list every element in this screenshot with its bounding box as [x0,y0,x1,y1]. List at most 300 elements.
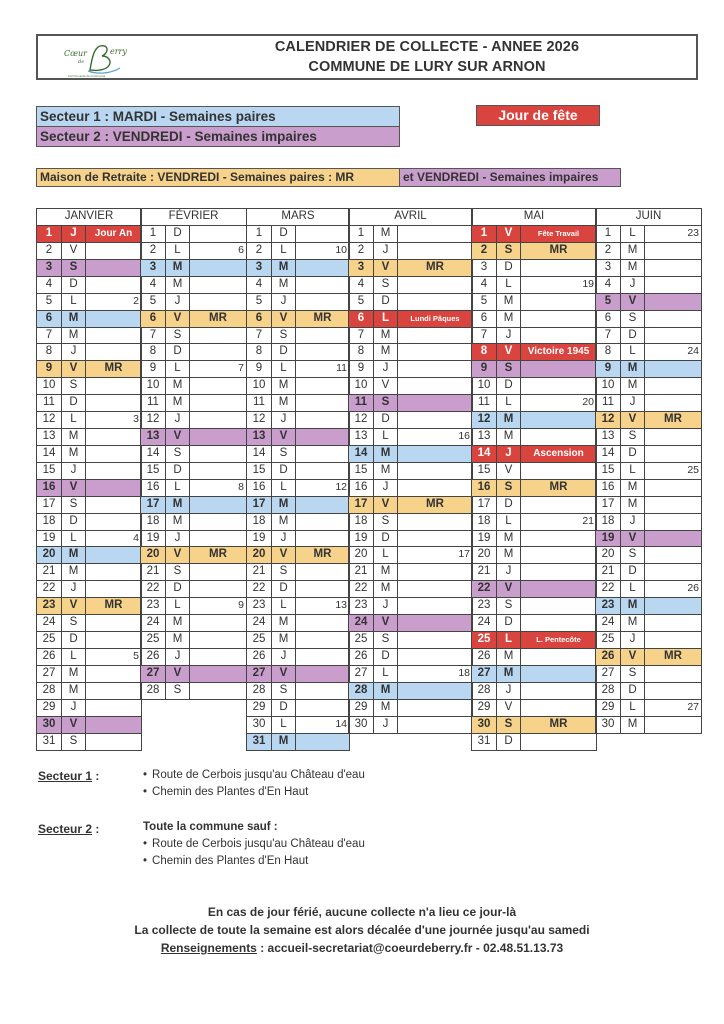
day-number: 10 [471,377,497,395]
weekday-letter: J [373,716,398,734]
weekday-letter: D [165,580,190,598]
day-number: 12 [471,411,497,429]
weekday-letter: V [373,614,398,632]
day-number: 16 [471,479,497,497]
day-note [295,513,350,531]
weekday-letter: M [271,496,296,514]
weekday-letter: V [620,293,645,311]
legend-secteur-2: Secteur 2 : VENDREDI - Semaines impaires [36,126,400,147]
day-note [644,242,702,260]
day-note [189,631,247,649]
day-note [644,310,702,328]
day-number: 29 [348,699,374,717]
weekday-letter: J [271,648,296,666]
weekday-letter: V [373,259,398,277]
day-number: 11 [595,394,621,412]
weekday-letter: S [61,496,86,514]
weekday-letter: J [373,360,398,378]
day-note [520,614,597,632]
month-header: MAI [471,208,597,226]
weekday-letter: M [373,699,398,717]
weekday-letter: S [61,259,86,277]
day-number: 2 [471,242,497,260]
day-number: 25 [595,631,621,649]
weekday-letter: S [61,733,86,751]
day-note [520,546,597,564]
day-number: 12 [140,411,166,429]
weekday-letter: J [496,327,521,345]
day-note [520,496,597,514]
weekday-letter: L [61,293,86,311]
week-number: 13 [295,597,350,615]
day-note [85,563,142,581]
weekday-letter: L [496,631,521,649]
day-number: 22 [595,580,621,598]
weekday-letter: J [271,530,296,548]
day-number: 14 [348,445,374,463]
weekday-letter: S [496,597,521,615]
day-number: 28 [140,682,166,700]
day-number: 28 [348,682,374,700]
weekday-letter: V [165,546,190,564]
day-number: 14 [36,445,62,463]
day-number: 8 [348,343,374,361]
day-note [295,563,350,581]
weekday-letter: J [165,530,190,548]
weekday-letter: S [496,716,521,734]
weekday-letter: V [373,377,398,395]
day-number: 19 [348,530,374,548]
weekday-letter: L [373,310,398,328]
weekday-letter: V [271,546,296,564]
weekday-letter: L [620,343,645,361]
day-number: 20 [36,546,62,564]
week-number: 5 [85,648,142,666]
day-note [644,496,702,514]
weekday-letter: S [373,394,398,412]
day-note [520,327,597,345]
month-header: JANVIER [36,208,142,226]
legend-maison-retraite: Maison de Retraite : VENDREDI - Semaines paires : MR [36,168,400,187]
day-note [189,411,247,429]
day-note [644,597,702,615]
weekday-letter: V [165,310,190,328]
day-number: 23 [246,597,272,615]
day-note [189,259,247,277]
day-note [295,293,350,311]
svg-text:erry: erry [110,47,127,56]
day-note [295,530,350,548]
day-number: 4 [471,276,497,294]
day-number: 13 [471,428,497,446]
day-note [520,310,597,328]
day-note [397,631,473,649]
day-number: 29 [471,699,497,717]
day-number: 30 [595,716,621,734]
weekday-letter: V [61,479,86,497]
weekday-letter: D [496,614,521,632]
day-number: 5 [595,293,621,311]
weekday-letter: D [373,293,398,311]
day-note [644,665,702,683]
day-note [397,716,473,734]
weekday-letter: S [271,445,296,463]
weekday-letter: M [165,513,190,531]
day-number: 1 [36,225,62,243]
day-number: 19 [36,530,62,548]
weekday-letter: S [165,682,190,700]
weekday-letter: M [271,259,296,277]
day-number: 23 [595,597,621,615]
day-note [644,259,702,277]
day-note [520,699,597,717]
day-number: 4 [246,276,272,294]
secteur-2-colon: : [92,822,100,836]
week-number: 14 [295,716,350,734]
day-number: 15 [471,462,497,480]
day-note [520,411,597,429]
weekday-letter: D [165,462,190,480]
day-number: 8 [36,343,62,361]
holiday-label: Fête Travail [520,225,597,243]
weekday-letter: V [271,310,296,328]
day-note [189,530,247,548]
day-number: 11 [348,394,374,412]
day-note [85,716,142,734]
weekday-letter: S [165,327,190,345]
day-note [189,225,247,243]
day-number: 31 [36,733,62,751]
day-note [397,513,473,531]
weekday-letter: L [373,428,398,446]
week-number: 23 [644,225,702,243]
weekday-letter: S [165,445,190,463]
day-note [397,377,473,395]
weekday-letter: J [61,343,86,361]
day-note [397,394,473,412]
weekday-letter: D [61,513,86,531]
day-note [520,293,597,311]
day-note [189,614,247,632]
weekday-letter: V [496,225,521,243]
day-note [644,513,702,531]
weekday-letter: M [620,597,645,615]
day-number: 7 [36,327,62,345]
weekday-letter: M [373,563,398,581]
weekday-letter: L [165,360,190,378]
weekday-letter: V [496,699,521,717]
weekday-letter: M [165,394,190,412]
day-note [644,682,702,700]
day-note [397,563,473,581]
day-number: 19 [471,530,497,548]
day-number: 6 [595,310,621,328]
day-number: 13 [36,428,62,446]
day-number: 11 [246,394,272,412]
day-number: 28 [246,682,272,700]
day-number: 19 [140,530,166,548]
day-note [644,530,702,548]
weekday-letter: D [271,225,296,243]
secteur-2-street: • Route de Cerbois jusqu'au Château d'eau [143,836,365,853]
day-note [520,259,597,277]
weekday-letter: L [61,411,86,429]
holiday-label: Jour An [85,225,142,243]
day-number: 7 [595,327,621,345]
weekday-letter: S [271,563,296,581]
weekday-letter: M [61,682,86,700]
secteur-2-street: • Chemin des Plantes d'En Haut [143,853,365,870]
weekday-letter: J [165,293,190,311]
day-note [295,276,350,294]
day-note [189,513,247,531]
day-note [85,310,142,328]
weekday-letter: S [620,665,645,683]
mr-label: MR [85,597,142,615]
day-number: 24 [348,614,374,632]
weekday-letter: D [165,343,190,361]
day-number: 18 [348,513,374,531]
day-number: 20 [471,546,497,564]
coeur-de-berry-logo [54,40,154,78]
day-number: 17 [348,496,374,514]
day-number: 23 [471,597,497,615]
day-note [644,276,702,294]
weekday-letter: J [620,394,645,412]
weekday-letter: D [373,411,398,429]
day-note [520,462,597,480]
day-number: 17 [246,496,272,514]
day-number: 4 [36,276,62,294]
day-note [644,293,702,311]
day-number: 27 [595,665,621,683]
weekday-letter: M [496,530,521,548]
day-number: 26 [595,648,621,666]
day-number: 13 [140,428,166,446]
day-number: 10 [140,377,166,395]
day-number: 15 [36,462,62,480]
day-number: 17 [140,496,166,514]
day-number: 10 [36,377,62,395]
weekday-letter: J [165,648,190,666]
day-note [85,428,142,446]
weekday-letter: M [620,259,645,277]
day-number: 22 [36,580,62,598]
weekday-letter: V [61,360,86,378]
day-number: 13 [595,428,621,446]
weekday-letter: D [61,276,86,294]
weekday-letter: M [165,631,190,649]
day-number: 1 [348,225,374,243]
day-number: 3 [36,259,62,277]
weekday-letter: M [496,648,521,666]
weekday-letter: J [61,225,86,243]
day-note [644,614,702,632]
day-number: 16 [36,479,62,497]
week-number: 3 [85,411,142,429]
day-number: 8 [471,343,497,361]
weekday-letter: V [496,462,521,480]
day-note [397,479,473,497]
weekday-letter: M [271,614,296,632]
weekday-letter: L [496,276,521,294]
title-line-1: CALENDRIER DE COLLECTE - ANNEE 2026 [274,39,580,55]
weekday-letter: S [165,563,190,581]
weekday-letter: V [271,665,296,683]
day-note [189,428,247,446]
weekday-letter: J [271,293,296,311]
mr-label: MR [189,546,247,564]
day-number: 24 [36,614,62,632]
day-number: 27 [36,665,62,683]
weekday-letter: D [620,563,645,581]
day-note [397,699,473,717]
weekday-letter: V [165,665,190,683]
weekday-letter: V [271,428,296,446]
day-note [644,360,702,378]
weekday-letter: L [165,242,190,260]
week-number: 24 [644,343,702,361]
day-note [295,614,350,632]
weekday-letter: M [496,665,521,683]
day-number: 11 [471,394,497,412]
day-note [520,580,597,598]
contact-text: : accueil-secretariat@coeurdeberry.fr - 02.48.51.13.73 [256,941,564,955]
week-number: 25 [644,462,702,480]
day-number: 6 [36,310,62,328]
weekday-letter: M [271,631,296,649]
day-note [85,733,142,751]
day-number: 30 [348,716,374,734]
day-note [85,699,142,717]
day-number: 18 [36,513,62,531]
day-number: 10 [595,377,621,395]
day-note [520,682,597,700]
day-number: 20 [246,546,272,564]
footer-contact [0,941,724,955]
weekday-letter: M [620,360,645,378]
day-note [397,614,473,632]
secteur-1-label [38,769,99,783]
day-number: 20 [348,546,374,564]
day-number: 2 [595,242,621,260]
weekday-letter: L [620,225,645,243]
weekday-letter: D [620,682,645,700]
week-number: 21 [520,513,597,531]
day-note [520,530,597,548]
day-note [295,462,350,480]
day-number: 7 [140,327,166,345]
day-number: 26 [471,648,497,666]
weekday-letter: M [620,716,645,734]
weekday-letter: S [373,631,398,649]
day-number: 12 [595,411,621,429]
weekday-letter: D [496,259,521,277]
day-number: 5 [471,293,497,311]
weekday-letter: D [61,631,86,649]
weekday-letter: J [496,563,521,581]
weekday-letter: S [271,327,296,345]
weekday-letter: M [373,580,398,598]
day-note [644,445,702,463]
mr-label: MR [520,479,597,497]
mr-label: MR [295,310,350,328]
weekday-letter: J [373,597,398,615]
weekday-letter: M [373,343,398,361]
day-number: 27 [246,665,272,683]
day-number: 15 [595,462,621,480]
day-number: 1 [246,225,272,243]
weekday-letter: M [496,428,521,446]
weekday-letter: L [61,530,86,548]
weekday-letter: M [373,327,398,345]
day-note [85,276,142,294]
weekday-letter: M [271,733,296,751]
day-number: 1 [471,225,497,243]
mr-label: MR [295,546,350,564]
holiday-label: Victoire 1945 [520,343,597,361]
day-number: 6 [246,310,272,328]
day-note [397,242,473,260]
day-number: 5 [140,293,166,311]
day-note [85,631,142,649]
day-number: 25 [348,631,374,649]
day-number: 28 [595,682,621,700]
day-note [295,394,350,412]
day-note [85,377,142,395]
weekday-letter: D [620,445,645,463]
day-number: 6 [471,310,497,328]
day-number: 4 [140,276,166,294]
weekday-letter: L [271,242,296,260]
day-note [295,733,350,751]
day-note [295,682,350,700]
day-number: 18 [471,513,497,531]
weekday-letter: D [61,394,86,412]
weekday-letter: M [165,276,190,294]
weekday-letter: M [496,546,521,564]
day-note [189,665,247,683]
day-note [397,530,473,548]
day-number: 12 [36,411,62,429]
day-number: 21 [471,563,497,581]
weekday-letter: V [61,716,86,734]
weekday-letter: M [271,394,296,412]
svg-text:Cœur: Cœur [64,49,88,58]
weekday-letter: M [271,513,296,531]
weekday-letter: L [496,513,521,531]
day-note [397,327,473,345]
weekday-letter: L [373,665,398,683]
day-number: 19 [246,530,272,548]
footer-line-1: En cas de jour férié, aucune collecte n'a lieu ce jour-là [207,905,517,919]
day-note [397,225,473,243]
day-number: 2 [140,242,166,260]
day-number: 13 [246,428,272,446]
week-number: 20 [520,394,597,412]
day-number: 15 [140,462,166,480]
week-number: 16 [397,428,473,446]
weekday-letter: M [61,563,86,581]
day-note [295,699,350,717]
day-number: 22 [246,580,272,598]
day-number: 12 [246,411,272,429]
day-note [397,580,473,598]
day-number: 2 [246,242,272,260]
day-number: 9 [471,360,497,378]
day-note [189,496,247,514]
day-number: 7 [348,327,374,345]
